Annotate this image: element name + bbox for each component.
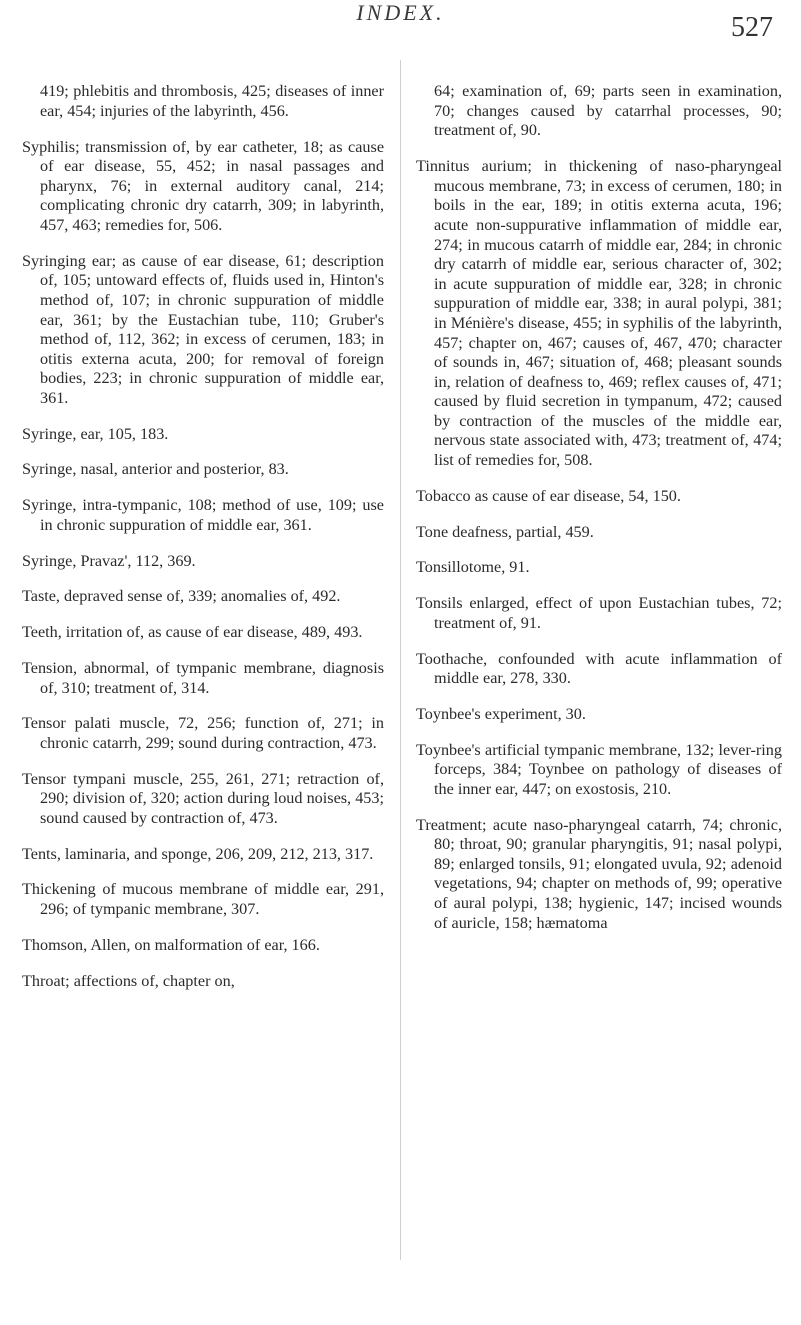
- index-entry: Thickening of mucous membrane of middle ear, 291, 296; of tympanic membrane, 307.: [22, 880, 384, 919]
- index-entry: Syphilis; transmission of, by ear catheter, 18; as cause of ear disease, 55, 452; in nasal passages and pharynx, 76; in external auditory canal, 214; complicating chronic dry catarrh, 309; in labyrinth, 457, 463; remedies for, 506.: [22, 137, 384, 234]
- index-entry: Toothache, confounded with acute inflammation of middle ear, 278, 330.: [416, 649, 782, 688]
- index-entry: Syringe, nasal, anterior and posterior, 83.: [22, 460, 289, 479]
- index-entry: Tension, abnormal, of tympanic membrane, diagnosis of, 310; treatment of, 314.: [22, 658, 384, 697]
- index-entry: Tinnitus aurium; in thickening of naso-pharyngeal mucous membrane, 73; in excess of cerumen, 180; in boils in the ear, 189; in otitis externa acuta, 196; acute non-suppurative inflammation of middle ear, 274; in mucous catarrh of middle ear, 284; in chronic dry catarrh of middle ear, serious character of, 302; in acute suppuration of middle ear, 328; in chronic suppuration of middle ear, 338; in aural polypi, 381; in Ménière's disease, 455; in syphilis of the labyrinth, 457; chapter on, 467; causes of, 467, 470; character of sounds in, 467; situation of, 468; pleasant sounds in, relation of deafness to, 469; reflex causes of, 471; caused by fluid secretion in tympanum, 472; caused by contraction of the muscles of the middle ear, nervous state associated with, 473; treatment of, 474; list of remedies for, 508.: [416, 157, 782, 470]
- index-entry: Tonsils enlarged, effect of upon Eustachian tubes, 72; treatment of, 91.: [416, 594, 782, 632]
- index-entry: Tents, laminaria, and sponge, 206, 209, 212, 213, 317.: [22, 844, 374, 863]
- index-entry: Tonsillotome, 91.: [416, 558, 530, 577]
- index-entry: Syringe, intra-tympanic, 108; method of use, 109; use in chronic suppuration of middle ear, 361.: [22, 496, 384, 534]
- index-entry: Tobacco as cause of ear disease, 54, 150.: [416, 486, 681, 505]
- column-divider: [400, 60, 401, 1260]
- left-column: [22, 66, 384, 995]
- index-entry: Syringe, Pravaz', 112, 369.: [22, 551, 196, 570]
- index-entry: Throat; affections of, chapter on,: [22, 971, 235, 990]
- index-entry: Tensor palati muscle, 72, 256; function of, 271; in chronic catarrh, 299; sound during contraction, 473.: [22, 714, 384, 752]
- index-entry: Thomson, Allen, on malformation of ear, 166.: [22, 935, 320, 954]
- index-entry: Teeth, irritation of, as cause of ear disease, 489, 493.: [22, 623, 363, 642]
- running-head: INDEX.: [356, 0, 445, 25]
- index-entry: 64; examination of, 69; parts seen in examination, 70; changes caused by catarrhal processes, 90; treatment of, 90.: [434, 82, 782, 140]
- page-number: 527: [731, 12, 773, 43]
- index-entry: Syringe, ear, 105, 183.: [22, 424, 169, 443]
- index-entry: Taste, depraved sense of, 339; anomalies of, 492.: [22, 587, 341, 606]
- index-entry: 419; phlebitis and thrombosis, 425; diseases of inner ear, 454; injuries of the labyrinth, 456.: [40, 82, 384, 120]
- index-entry: Toynbee's artificial tympanic membrane, 132; lever-ring forceps, 384; Toynbee on pathology of diseases of the inner ear, 447; on exostosis, 210.: [416, 740, 782, 798]
- index-entry: Treatment; acute naso-pharyngeal catarrh, 74; chronic, 80; throat, 90; granular pharyngitis, 91; nasal polypi, 89; enlarged tonsils, 91; elongated uvula, 92; adenoid vegetations, 94; chapter on methods of, 99; operative of aural polypi, 138; hygienic, 147; incised wounds of auricle, 158; hæmatoma: [416, 815, 782, 932]
- index-entry: Tone deafness, partial, 459.: [416, 522, 594, 541]
- index-entry: Syringing ear; as cause of ear disease, 61; description of, 105; untoward effects of, fluids used in, Hinton's method of, 107; in chronic suppuration of middle ear, 361; by the Eustachian tube, 110; Gruber's method of, 112, 362; in excess of cerumen, 183; in otitis externa acuta, 200; for removal of foreign bodies, 223; in chronic suppuration of middle ear, 361.: [22, 251, 384, 407]
- right-column: [416, 66, 782, 937]
- index-entry: Tensor tympani muscle, 255, 261, 271; retraction of, 290; division of, 320; action during loud noises, 453; sound caused by contraction of, 473.: [22, 769, 384, 827]
- index-entry: Toynbee's experiment, 30.: [416, 704, 586, 723]
